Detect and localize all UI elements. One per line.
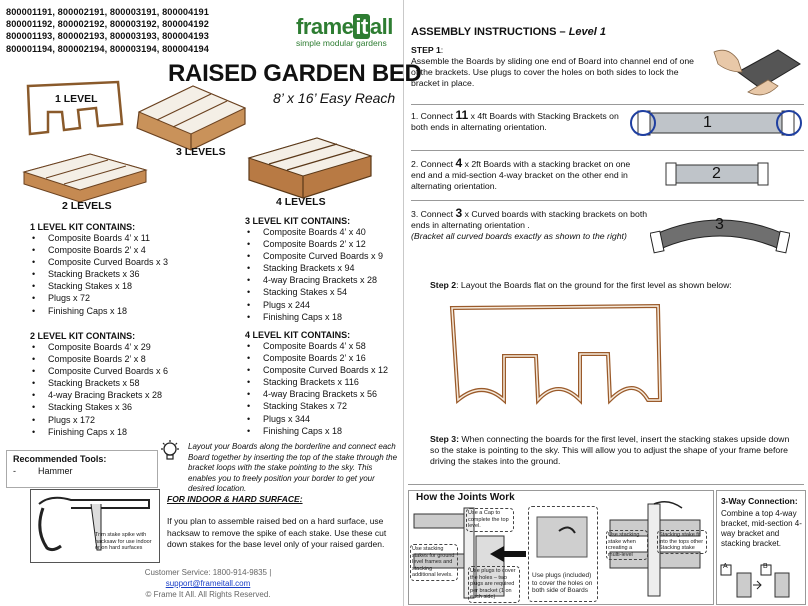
kit-item: • Stacking Brackets x 94 (245, 262, 400, 274)
level-3-label: 3 LEVELS (176, 146, 226, 158)
kit-item: • Finishing Caps x 18 (245, 425, 400, 437)
support-email-link[interactable]: support@frameitall.com (165, 579, 251, 588)
joints-title: How the Joints Work (416, 492, 515, 503)
kit-item: • Composite Boards 4’ x 11 (30, 232, 230, 244)
kit-item: • Stacking Stakes x 72 (245, 400, 400, 412)
kit-item: • Composite Boards 4’ x 40 (245, 226, 400, 238)
footer (128, 567, 288, 600)
arrow-left-icon (488, 544, 528, 564)
divider (411, 150, 804, 151)
page-subtitle: 8’ x 16’ Easy Reach (273, 90, 396, 106)
hacksaw-illustration (30, 489, 160, 563)
three-way-text: Combine a top 4-way bracket, mid-section 4-way bracket and stacking bracket. (721, 509, 802, 548)
brand-tagline: simple modular gardens (296, 38, 387, 48)
step-3-label: Step 3: (430, 434, 459, 444)
tools-title: Recommended Tools: (13, 454, 107, 464)
kit-4-title: 4 LEVEL KIT CONTAINS: (245, 330, 351, 340)
brand-logo (296, 14, 398, 48)
joint-caption-cap: Use a Cap to complete the top level. (466, 508, 514, 532)
kit-item: • Composite Boards 2’ x 16 (245, 352, 400, 364)
substep-3 (411, 208, 651, 242)
joint-caption-stake-fit: Stacking stake fit into the tops other Stacking stake (657, 530, 707, 554)
divider (411, 200, 804, 201)
kit-item: • 4-way Bracing Brackets x 28 (30, 389, 230, 401)
kit-item: • Composite Curved Boards x 9 (245, 250, 400, 262)
kit-1-title: 1 LEVEL KIT CONTAINS: (30, 222, 136, 232)
hands-bracket-photo (708, 42, 804, 102)
kit-item: • Stacking Stakes x 54 (245, 286, 400, 298)
substep-1 (411, 110, 636, 133)
kit-item: • Stacking Brackets x 36 (30, 268, 230, 280)
level-4-illustration (245, 134, 375, 200)
level-3-illustration (133, 82, 248, 152)
joint-caption-plugs-included: Use plugs (included) to cover the holes on both side of Boards (532, 572, 593, 594)
substep-3-post: x Curved boards with stacking brackets on both ends in alternating orientation . (411, 209, 648, 230)
kit-item: • Composite Boards 4’ x 29 (30, 341, 230, 353)
level-2-illustration (20, 150, 150, 205)
kit-item: • Composite Boards 2’ x 8 (30, 353, 230, 365)
kit-1-list (30, 222, 230, 317)
hacksaw-caption (95, 532, 152, 552)
substep-3-count: 3 (455, 206, 463, 220)
substep-3-pre: 3. Connect (411, 209, 454, 219)
kit-item: • Stacking Brackets x 116 (245, 376, 400, 388)
kit-2-list (30, 331, 230, 438)
plug-closeup (528, 506, 598, 602)
kit-item: • Plugs x 344 (245, 413, 400, 425)
kit-4-list (245, 330, 400, 437)
kit-item: • Composite Boards 4’ x 58 (245, 340, 400, 352)
kit-item: • 4-way Bracing Brackets x 56 (245, 388, 400, 400)
sku-list (6, 6, 209, 55)
sku-line: 800001193, 800002193, 800003193, 800004193 (6, 31, 209, 42)
tools-bullet: - (13, 466, 16, 476)
joint-caption-stakes: Use stacking stakes for ground level frames and stacking additional levels. (410, 544, 458, 581)
kit-3-list (245, 216, 400, 323)
three-way-diagram (717, 563, 805, 603)
assembly-title (411, 26, 606, 38)
step-3-text: When connecting the boards for the first level, insert the stacking stakes upside down so the stake is pointing to the sky. This will allow you to adjust the shape of your frame before driving the stakes into the ground. (430, 434, 790, 466)
step-2-label: Step 2 (430, 280, 457, 290)
tools-item-label: Hammer (38, 466, 73, 476)
customer-service: Customer Service: 1800-914-9835 | (144, 568, 272, 577)
kit-item: • Composite Curved Boards x 3 (30, 256, 230, 268)
divider (411, 104, 804, 105)
step-2-text: : Layout the Boards flat on the ground for the first level as shown below: (456, 280, 732, 290)
assembly-title-text: ASSEMBLY INSTRUCTIONS – (411, 26, 566, 38)
kit-item: • Finishing Caps x 18 (30, 305, 230, 317)
layout-tip: Layout your Boards along the borderline and connect each Board together by inserting the top of the stake through the bracket loops with the stake pointing to the sky. This enables you to freely position your border to get your desired location. (188, 442, 398, 493)
kit-2-title: 2 LEVEL KIT CONTAINS: (30, 331, 136, 341)
sku-line: 800001194, 800002194, 800003194, 800004194 (6, 43, 209, 54)
substep-3-note: (Bracket all curved boards exactly as shown to the right) (411, 231, 627, 241)
three-way-label-a: A (723, 563, 728, 570)
kit-item: • Plugs x 72 (30, 292, 230, 304)
hard-surface-text: If you plan to assemble raised bed on a hard surface, use hacksaw to remove the spike of each stake. Use these cut down stakes for the base level only of your raised garden. (167, 516, 387, 549)
kit-item: • 4-way Bracing Brackets x 28 (245, 274, 400, 286)
board-3-number: 3 (715, 216, 724, 233)
kit-item: • Composite Curved Boards x 6 (30, 365, 230, 377)
step-1-text: Assemble the Boards by sliding one end of Board into channel end of one of the brackets. Use plugs to cover the holes on both sides to lock the bracket in place. (411, 56, 695, 88)
brand-word-a: frame (296, 14, 354, 39)
level-1-layout-diagram (448, 300, 668, 412)
level-1-illustration (18, 78, 130, 138)
step-1-label: STEP 1 (411, 45, 441, 55)
column-divider (403, 0, 404, 606)
substep-1-post: x 4ft Boards with Stacking Brackets on both ends in alternating orientation. (411, 111, 619, 132)
hard-surface-title: FOR INDOOR & HARD SURFACE: (167, 494, 303, 504)
three-way-panel (716, 490, 806, 605)
board-1-diagram (630, 106, 804, 140)
caption-line: or on hard surfaces (95, 545, 143, 551)
substep-2-post: x 2ft Boards with a stacking bracket on one end and a mid-section 4-way bracket on the other end in alternating orientation. (411, 159, 631, 191)
level-1-label: 1 LEVEL (55, 93, 98, 105)
three-way-label-b: B (763, 563, 768, 570)
assembly-level: Level 1 (568, 26, 607, 38)
substep-2-pre: 2. Connect (411, 159, 454, 169)
copyright: © Frame It All. All Rights Reserved. (145, 590, 271, 599)
kit-3-title: 3 LEVEL KIT CONTAINS: (245, 216, 351, 226)
lightbulb-icon (159, 440, 181, 464)
level-4-label: 4 LEVELS (276, 196, 326, 208)
step-2 (430, 280, 800, 291)
joint-caption-plugs: Use plugs to cover the holes – two plugs are required per bracket (1 on each side) (468, 566, 520, 603)
kit-item: • Stacking Stakes x 18 (30, 280, 230, 292)
recommended-tools (6, 450, 158, 488)
kit-item: • Plugs x 172 (30, 414, 230, 426)
board-1-number: 1 (703, 114, 712, 131)
three-way-title: 3-Way Connection: (721, 496, 798, 506)
page-title: RAISED GARDEN BED (168, 60, 422, 87)
kit-item: • Stacking Stakes x 36 (30, 401, 230, 413)
brand-word-b: it (355, 14, 368, 39)
kit-item: • Finishing Caps x 18 (30, 426, 230, 438)
step-3 (430, 434, 800, 467)
sku-line: 800001192, 800002192, 800003192, 800004192 (6, 19, 209, 30)
kit-item: • Finishing Caps x 18 (245, 311, 400, 323)
kit-item: • Composite Curved Boards x 12 (245, 364, 400, 376)
kit-item: • Plugs x 244 (245, 299, 400, 311)
substep-2-count: 4 (455, 156, 463, 170)
substep-1-count: 11 (455, 108, 469, 122)
kit-item: • Composite Boards 2’ x 4 (30, 244, 230, 256)
caption-line: hacksaw for use indoor (95, 538, 152, 545)
caption-line: Trim stake spike with (95, 532, 147, 538)
sku-line: 800001191, 800002191, 800003191, 800004191 (6, 7, 209, 17)
level-2-label: 2 LEVELS (62, 200, 112, 212)
substep-1-pre: 1. Connect (411, 111, 454, 121)
board-2-number: 2 (712, 165, 721, 182)
tools-item (7, 464, 157, 476)
step-1: STEP 1: Assemble the Boards by sliding one end of Board into channel end of one of the brackets. Use plugs to cover the holes on both sides to lock the bracket in place. (411, 45, 695, 88)
brand-word-c: all (369, 14, 393, 39)
joint-caption-stacking-stake: Use stacking stake when creating a multi-level (606, 530, 648, 560)
kit-item: • Composite Boards 2’ x 12 (245, 238, 400, 250)
substep-2 (411, 158, 636, 192)
kit-item: • Stacking Brackets x 58 (30, 377, 230, 389)
divider (408, 484, 804, 485)
plug-icon (529, 507, 597, 567)
